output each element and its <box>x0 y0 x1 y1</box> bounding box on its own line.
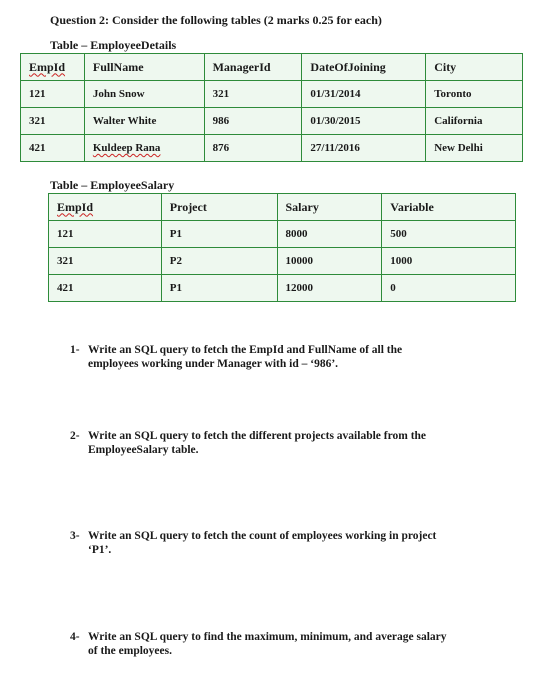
table-cell: Kuldeep Rana <box>84 135 204 162</box>
table-cell: 12000 <box>277 275 382 302</box>
table-cell: 10000 <box>277 248 382 275</box>
employee-details-caption: Table – EmployeeDetails <box>50 38 177 52</box>
table-cell: 121 <box>21 81 85 108</box>
table-row <box>49 248 516 275</box>
table-cell: Walter White <box>84 108 204 135</box>
header-cell: EmpId <box>21 54 85 81</box>
question-4 <box>70 630 490 658</box>
table-cell: 1000 <box>382 248 516 275</box>
table-cell: P1 <box>161 221 277 248</box>
header-cell: Variable <box>382 194 516 221</box>
question-3 <box>70 529 490 557</box>
table-cell: 01/31/2014 <box>302 81 426 108</box>
question-text-continued: of the employees. <box>88 645 172 657</box>
table-cell: 421 <box>49 275 162 302</box>
table-cell: 500 <box>382 221 516 248</box>
table-cell: 321 <box>204 81 302 108</box>
header-cell: Salary <box>277 194 382 221</box>
question-2 <box>70 429 490 457</box>
question-text: Write an SQL query to find the maximum, minimum, and average salary <box>88 631 447 643</box>
table-cell: 01/30/2015 <box>302 108 426 135</box>
table-row <box>21 135 523 162</box>
question-number: 3- <box>70 530 80 542</box>
header-cell: EmpId <box>49 194 162 221</box>
table-cell: California <box>426 108 523 135</box>
table-row <box>49 275 516 302</box>
table-cell: 876 <box>204 135 302 162</box>
employee-salary-table <box>48 193 516 302</box>
table-cell: 321 <box>49 248 162 275</box>
table-cell: 27/11/2016 <box>302 135 426 162</box>
header-cell: FullName <box>84 54 204 81</box>
question-number: 2- <box>70 430 80 442</box>
question-text-continued: employees working under Manager with id – ‘986’. <box>88 358 339 370</box>
header-cell: City <box>426 54 523 81</box>
table-header-row <box>21 54 523 81</box>
table-cell: P2 <box>161 248 277 275</box>
question-text-continued: EmployeeSalary table. <box>88 444 199 456</box>
table-cell: 986 <box>204 108 302 135</box>
question-text: Write an SQL query to fetch the EmpId and FullName of all the <box>88 344 403 356</box>
table-row <box>21 108 523 135</box>
table-cell: P1 <box>161 275 277 302</box>
table-header-row <box>49 194 516 221</box>
table-row <box>49 221 516 248</box>
question-heading: Question 2: Consider the following tables (2 marks 0.25 for each) <box>50 13 382 27</box>
table-cell: 121 <box>49 221 162 248</box>
question-1 <box>70 343 490 371</box>
table-cell: John Snow <box>84 81 204 108</box>
employee-details-table <box>20 53 523 162</box>
header-cell: ManagerId <box>204 54 302 81</box>
header-cell: DateOfJoining <box>302 54 426 81</box>
question-text-continued: ‘P1’. <box>88 544 112 556</box>
question-number: 1- <box>70 344 80 356</box>
table-cell: 8000 <box>277 221 382 248</box>
employee-salary-caption: Table – EmployeeSalary <box>50 178 175 192</box>
table-cell: New Delhi <box>426 135 523 162</box>
table-cell: 421 <box>21 135 85 162</box>
header-cell: Project <box>161 194 277 221</box>
table-cell: 321 <box>21 108 85 135</box>
table-cell: 0 <box>382 275 516 302</box>
table-row <box>21 81 523 108</box>
table-cell: Toronto <box>426 81 523 108</box>
question-text: Write an SQL query to fetch the different projects available from the <box>88 430 427 442</box>
question-text: Write an SQL query to fetch the count of employees working in project <box>88 530 437 542</box>
question-number: 4- <box>70 631 80 643</box>
